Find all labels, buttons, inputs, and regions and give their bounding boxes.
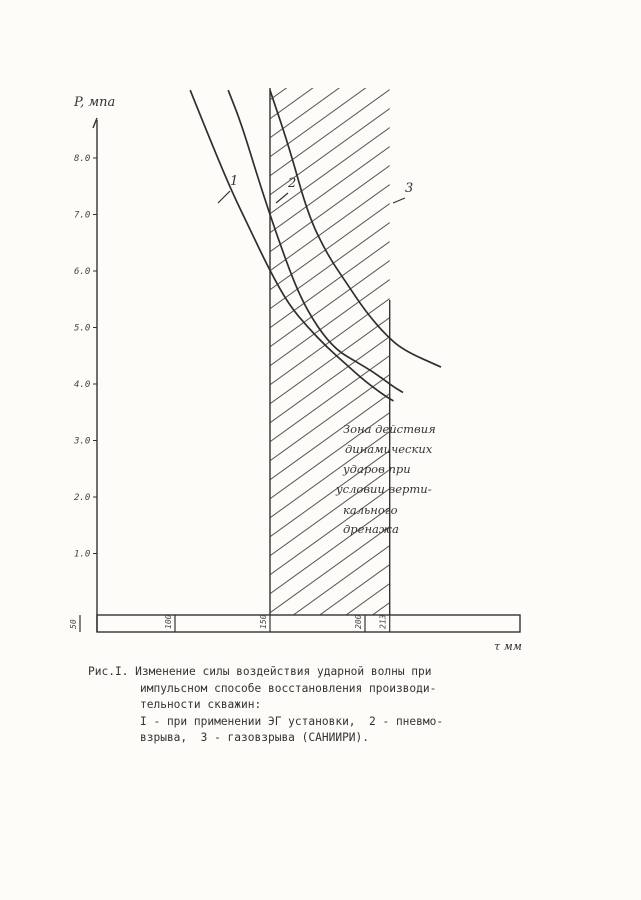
curve-leader bbox=[276, 193, 288, 203]
hatch-line bbox=[260, 139, 400, 240]
y-tick-label: 2.0 bbox=[74, 493, 91, 503]
hatch-line bbox=[260, 177, 400, 278]
curves bbox=[190, 90, 441, 401]
curve-leader bbox=[218, 191, 230, 203]
caption-line: импульсном способе восстановления производи- bbox=[140, 681, 437, 695]
x-tick-label: 213 bbox=[378, 614, 388, 629]
y-tick-label: 5.0 bbox=[74, 323, 91, 334]
curve-label-3: 3 bbox=[405, 181, 414, 196]
curve-label-2: 2 bbox=[288, 176, 297, 191]
y-tick-label: 4.0 bbox=[74, 380, 91, 390]
x-axis-title: τ мм bbox=[494, 640, 522, 653]
curve-label-1: 1 bbox=[230, 174, 239, 189]
y-axis-title: P, мпа bbox=[74, 95, 116, 110]
y-tick-label: 1.0 bbox=[74, 549, 91, 560]
hatch-line bbox=[260, 234, 400, 335]
zone-annotation-line: динамических bbox=[345, 442, 433, 456]
y-tick-label: 3.0 bbox=[74, 436, 91, 447]
figure-caption bbox=[88, 664, 508, 747]
zone-annotation-line: условии верти- bbox=[336, 482, 432, 496]
ticks bbox=[69, 154, 390, 632]
zone-annotation-line: дренажа bbox=[343, 522, 399, 536]
y-tick-label: 6.0 bbox=[74, 267, 91, 277]
zone-annotation-line: кального bbox=[343, 503, 398, 517]
x-axis-band bbox=[97, 615, 520, 632]
caption-line: I - при применении ЭГ установки, 2 - пневмо- bbox=[140, 714, 444, 728]
zone-annotation-line: ударов при bbox=[343, 462, 411, 476]
x-tick-label: 200 bbox=[354, 614, 363, 629]
caption-line: тельности скважин: bbox=[140, 698, 262, 711]
x-tick-label: 50 bbox=[69, 619, 78, 629]
hatch-line bbox=[260, 0, 400, 88]
hatch-line bbox=[260, 101, 400, 202]
y-tick-label: 8.0 bbox=[74, 154, 91, 164]
curve-1 bbox=[190, 90, 393, 401]
hatch-line bbox=[260, 63, 400, 164]
hatch-line bbox=[260, 272, 400, 373]
x-tick-label: 100 bbox=[164, 614, 173, 629]
x-tick-label: 150 bbox=[259, 614, 268, 629]
hatch-line bbox=[260, 25, 400, 126]
hatch-line bbox=[260, 329, 400, 430]
caption-line: Рис.I. Изменение силы воздействия ударной волны при bbox=[88, 665, 432, 678]
caption-line: взрыва, 3 - газовзрыва (САНИИРИ). bbox=[140, 731, 370, 744]
hatch-line bbox=[260, 44, 400, 145]
zone-annotation-line: Зона действия bbox=[343, 422, 436, 436]
hatch-line bbox=[260, 120, 400, 221]
curve-leader bbox=[393, 198, 405, 203]
curve-2 bbox=[228, 90, 403, 392]
hatch-line bbox=[260, 6, 400, 107]
hatch-line bbox=[260, 215, 400, 316]
hatch-line bbox=[260, 557, 400, 658]
hatch-line bbox=[260, 82, 400, 183]
y-tick-label: 7.0 bbox=[74, 210, 91, 221]
axes bbox=[93, 88, 520, 632]
hatch-line bbox=[260, 253, 400, 354]
